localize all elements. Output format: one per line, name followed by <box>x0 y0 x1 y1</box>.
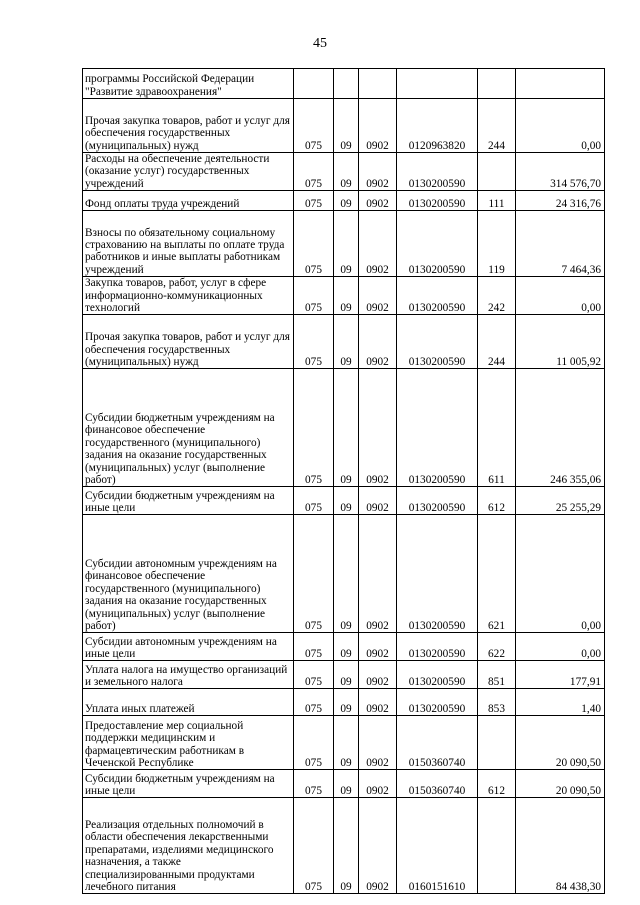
cell-pr: 0902 <box>359 99 397 153</box>
cell-csr: 0120963820 <box>397 99 478 153</box>
cell-rz: 09 <box>334 153 359 191</box>
cell-pr: 0902 <box>359 689 397 716</box>
budget-table <box>82 68 605 894</box>
cell-ved: 075 <box>294 770 334 798</box>
cell-vr: 853 <box>478 689 516 716</box>
cell-name: Субсидии бюджетным учреждениям на финансовое обеспечение государственного (муниципального) задания на оказание государственных (муниципальных) услуг (выполнение работ) <box>83 369 294 487</box>
cell-sum: 0,00 <box>516 633 605 661</box>
cell-pr: 0902 <box>359 633 397 661</box>
cell-csr: 0130200590 <box>397 487 478 515</box>
cell-ved: 075 <box>294 515 334 633</box>
cell-ved: 075 <box>294 689 334 716</box>
cell-sum: 25 255,29 <box>516 487 605 515</box>
cell-sum: 84 438,30 <box>516 798 605 894</box>
cell-pr: 0902 <box>359 315 397 369</box>
cell-pr: 0902 <box>359 515 397 633</box>
cell-csr: 0130200590 <box>397 369 478 487</box>
table-row <box>83 153 605 191</box>
cell-csr: 0130200590 <box>397 191 478 211</box>
cell-ved: 075 <box>294 99 334 153</box>
cell-ved: 075 <box>294 277 334 315</box>
cell-vr: 111 <box>478 191 516 211</box>
cell-name: Субсидии автономным учреждениям на иные цели <box>83 633 294 661</box>
cell-rz: 09 <box>334 689 359 716</box>
page-number: 45 <box>313 36 327 51</box>
cell-ved: 075 <box>294 211 334 277</box>
cell-csr: 0130200590 <box>397 211 478 277</box>
cell-name: Расходы на обеспечение деятельности (оказание услуг) государственных учреждений <box>83 153 294 191</box>
cell-sum: 20 090,50 <box>516 770 605 798</box>
cell-rz: 09 <box>334 798 359 894</box>
cell-ved: 075 <box>294 716 334 770</box>
table-row <box>83 689 605 716</box>
cell-sum: 0,00 <box>516 277 605 315</box>
cell-ved: 075 <box>294 369 334 487</box>
cell-rz: 09 <box>334 369 359 487</box>
cell-rz: 09 <box>334 315 359 369</box>
cell-name: Прочая закупка товаров, работ и услуг для обеспечения государственных (муниципальных) нужд <box>83 315 294 369</box>
cell-csr: 0150360740 <box>397 716 478 770</box>
cell-name: Прочая закупка товаров, работ и услуг для обеспечения государственных (муниципальных) нужд <box>83 99 294 153</box>
cell-name: Субсидии бюджетным учреждениям на иные цели <box>83 487 294 515</box>
cell-sum: 246 355,06 <box>516 369 605 487</box>
cell-ved: 075 <box>294 315 334 369</box>
cell-name: Субсидии бюджетным учреждениям на иные цели <box>83 770 294 798</box>
cell-sum <box>516 69 605 99</box>
cell-sum: 177,91 <box>516 661 605 689</box>
cell-vr: 851 <box>478 661 516 689</box>
cell-vr: 244 <box>478 315 516 369</box>
table-row <box>83 716 605 770</box>
cell-name: Фонд оплаты труда учреждений <box>83 191 294 211</box>
cell-pr: 0902 <box>359 770 397 798</box>
cell-pr: 0902 <box>359 369 397 487</box>
cell-pr: 0902 <box>359 798 397 894</box>
cell-csr: 0130200590 <box>397 633 478 661</box>
cell-rz: 09 <box>334 191 359 211</box>
table-row <box>83 798 605 894</box>
cell-rz: 09 <box>334 633 359 661</box>
cell-name: Реализация отдельных полномочий в области обеспечения лекарственными препаратами, изделиями медицинского назначения, а также специализированными продуктами лечебного питания <box>83 798 294 894</box>
cell-csr: 0130200590 <box>397 277 478 315</box>
cell-pr: 0902 <box>359 153 397 191</box>
cell-sum: 7 464,36 <box>516 211 605 277</box>
table-row <box>83 191 605 211</box>
cell-rz: 09 <box>334 716 359 770</box>
table-row <box>83 69 605 99</box>
cell-vr: 242 <box>478 277 516 315</box>
cell-rz: 09 <box>334 99 359 153</box>
cell-pr <box>359 69 397 99</box>
table-row <box>83 99 605 153</box>
table-row <box>83 487 605 515</box>
cell-name: программы Российской Федерации "Развитие здравоохранения" <box>83 69 294 99</box>
cell-name: Взносы по обязательному социальному страхованию на выплаты по оплате труда работников и иные выплаты работникам учреждений <box>83 211 294 277</box>
cell-pr: 0902 <box>359 191 397 211</box>
cell-vr: 244 <box>478 99 516 153</box>
table-row <box>83 633 605 661</box>
table-row <box>83 277 605 315</box>
cell-pr: 0902 <box>359 716 397 770</box>
cell-sum: 314 576,70 <box>516 153 605 191</box>
cell-pr: 0902 <box>359 487 397 515</box>
cell-ved: 075 <box>294 798 334 894</box>
cell-sum: 20 090,50 <box>516 716 605 770</box>
cell-sum: 0,00 <box>516 99 605 153</box>
cell-ved <box>294 69 334 99</box>
cell-name: Уплата налога на имущество организаций и земельного налога <box>83 661 294 689</box>
cell-csr: 0130200590 <box>397 515 478 633</box>
cell-csr: 0130200590 <box>397 315 478 369</box>
cell-rz: 09 <box>334 661 359 689</box>
cell-csr: 0160151610 <box>397 798 478 894</box>
cell-csr: 0150360740 <box>397 770 478 798</box>
cell-vr <box>478 716 516 770</box>
cell-vr: 611 <box>478 369 516 487</box>
cell-name: Предоставление мер социальной поддержки медицинским и фармацевтическим работникам в Чеченской Республике <box>83 716 294 770</box>
table-row <box>83 770 605 798</box>
cell-rz: 09 <box>334 277 359 315</box>
cell-vr: 612 <box>478 487 516 515</box>
cell-name: Субсидии автономным учреждениям на финансовое обеспечение государственного (муниципального) задания на оказание государственных (муниципальных) услуг (выполнение работ) <box>83 515 294 633</box>
cell-sum: 24 316,76 <box>516 191 605 211</box>
cell-csr <box>397 69 478 99</box>
table-row <box>83 315 605 369</box>
cell-vr: 119 <box>478 211 516 277</box>
table-row <box>83 369 605 487</box>
cell-rz <box>334 69 359 99</box>
cell-csr: 0130200590 <box>397 689 478 716</box>
cell-sum: 0,00 <box>516 515 605 633</box>
cell-sum: 11 005,92 <box>516 315 605 369</box>
cell-csr: 0130200590 <box>397 153 478 191</box>
cell-vr: 622 <box>478 633 516 661</box>
cell-pr: 0902 <box>359 211 397 277</box>
cell-csr: 0130200590 <box>397 661 478 689</box>
cell-pr: 0902 <box>359 661 397 689</box>
cell-ved: 075 <box>294 633 334 661</box>
cell-vr <box>478 153 516 191</box>
cell-rz: 09 <box>334 515 359 633</box>
table-row <box>83 515 605 633</box>
cell-sum: 1,40 <box>516 689 605 716</box>
table-row <box>83 661 605 689</box>
cell-ved: 075 <box>294 487 334 515</box>
cell-rz: 09 <box>334 487 359 515</box>
cell-pr: 0902 <box>359 277 397 315</box>
cell-name: Закупка товаров, работ, услуг в сфере информационно-коммуникационных технологий <box>83 277 294 315</box>
cell-ved: 075 <box>294 191 334 211</box>
cell-vr: 621 <box>478 515 516 633</box>
cell-vr <box>478 798 516 894</box>
table-row <box>83 211 605 277</box>
cell-rz: 09 <box>334 211 359 277</box>
cell-vr <box>478 69 516 99</box>
cell-ved: 075 <box>294 153 334 191</box>
cell-ved: 075 <box>294 661 334 689</box>
cell-vr: 612 <box>478 770 516 798</box>
cell-rz: 09 <box>334 770 359 798</box>
cell-name: Уплата иных платежей <box>83 689 294 716</box>
